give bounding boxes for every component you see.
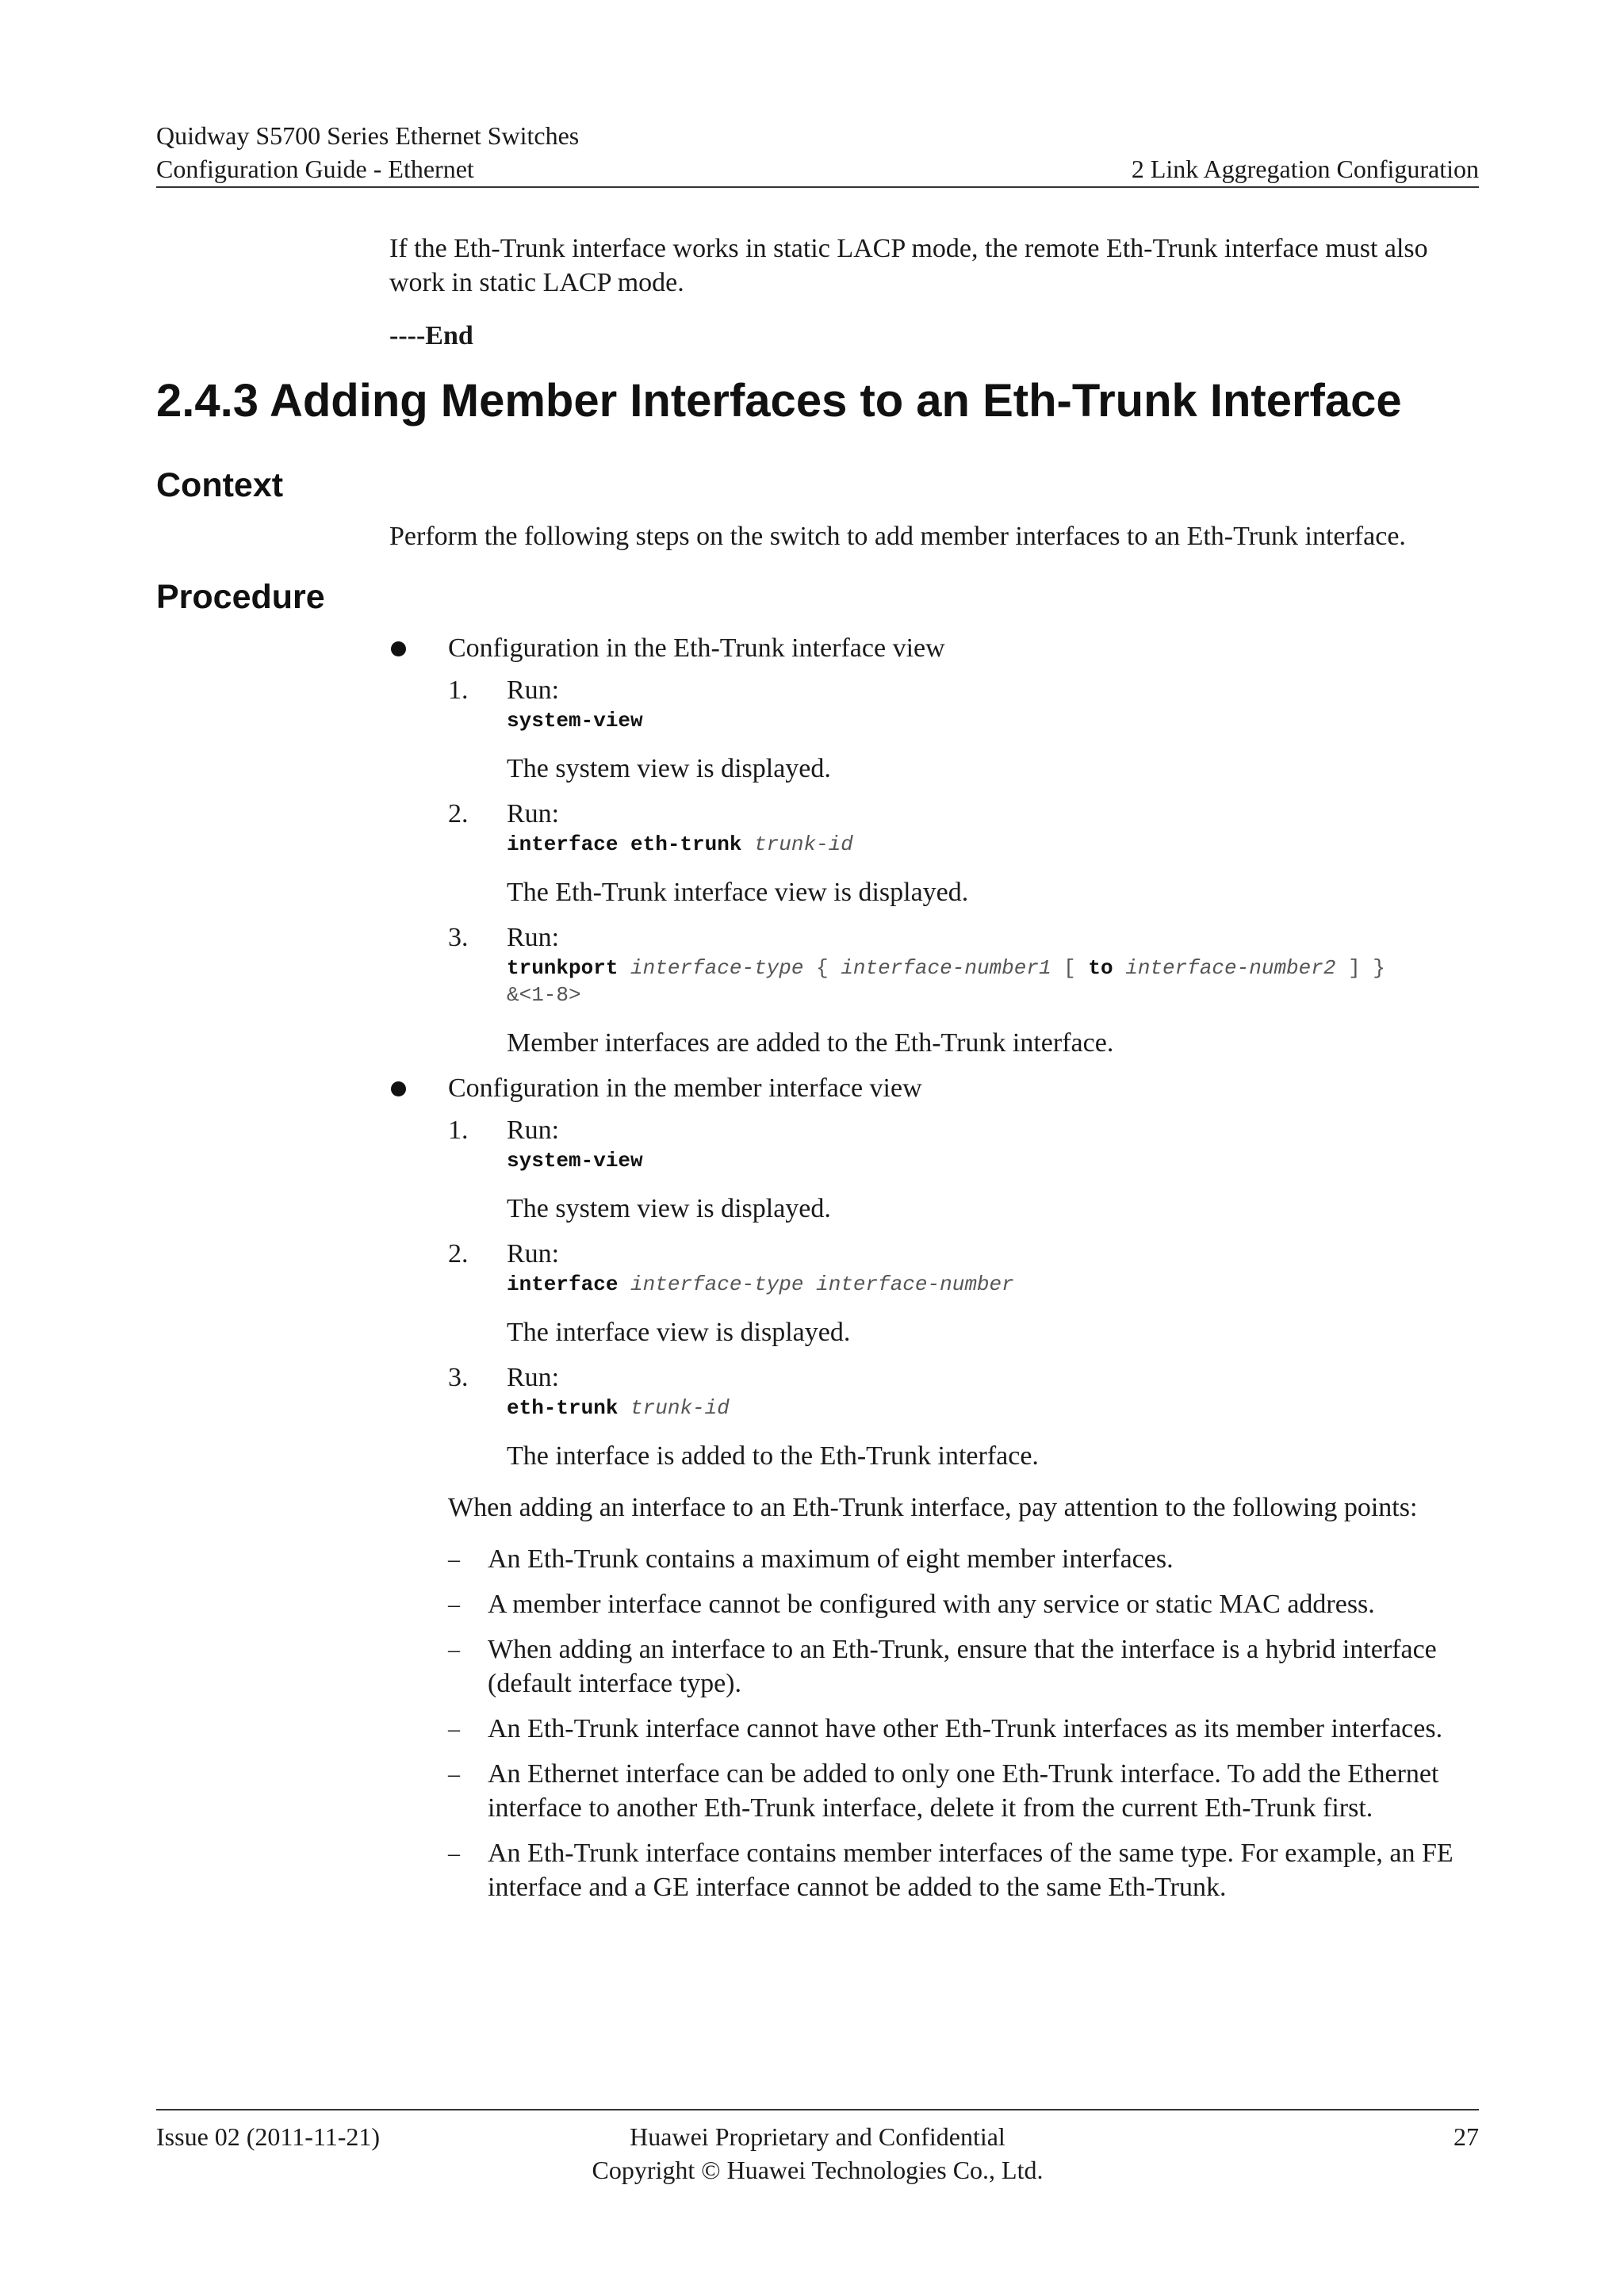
bullet-dot-icon [391, 641, 406, 656]
page-footer [156, 2109, 1479, 2187]
bullet-label: Configuration in the Eth-Trunk interface view [448, 633, 945, 663]
bullet-label: Configuration in the member interface view [448, 1073, 922, 1103]
command-keyword: interface eth-trunk [507, 832, 742, 856]
step-run: Run: [507, 1363, 560, 1392]
step-number: 3. [448, 923, 469, 952]
list-item-text: An Eth-Trunk interface contains member interfaces of the same type. For example, an FE interface and a GE interface cannot be added to the same Eth-Trunk. [488, 1839, 1454, 1902]
step-run: Run: [507, 799, 560, 828]
page-content [156, 232, 1479, 1915]
footer-issue: Issue 02 (2011-11-21) [156, 2122, 381, 2151]
intro-text: If the Eth-Trunk interface works in static LACP mode, the remote Eth-Trunk interface must also work in static LACP mode. [389, 234, 1428, 297]
step-description: The system view is displayed. [507, 754, 831, 783]
list-item-text: An Ethernet interface can be added to only one Eth-Trunk interface. To add the Ethernet interface to another Eth-Trunk interface, delete it from the current Eth-Trunk first. [488, 1759, 1439, 1823]
header-product: Quidway S5700 Series Ethernet Switches [156, 121, 580, 150]
list-item [389, 1542, 1479, 1576]
footer-proprietary: Huawei Proprietary and Confidential [630, 2122, 1005, 2151]
dash-marker: – [448, 1546, 460, 1572]
step-item [389, 673, 1479, 786]
dash-marker: – [448, 1716, 460, 1742]
step-run: Run: [507, 1239, 560, 1269]
command-argument: interface-number1 [841, 956, 1051, 980]
end-marker: ----End [389, 321, 473, 350]
footer-copyright: Copyright © Huawei Technologies Co., Ltd. [592, 2156, 1044, 2184]
step-item [389, 920, 1479, 1060]
context-text: Perform the following steps on the switch to add member interfaces to an Eth-Trunk interface. [389, 522, 1406, 551]
list-item [389, 1632, 1479, 1701]
list-item-text: A member interface cannot be configured with any service or static MAC address. [488, 1590, 1375, 1619]
list-item [389, 1712, 1479, 1746]
dash-marker: – [448, 1840, 460, 1866]
command-line [507, 1395, 1479, 1422]
list-item [389, 1757, 1479, 1825]
header-chapter: 2 Link Aggregation Configuration [1131, 155, 1479, 183]
step-run: Run: [507, 923, 560, 952]
command-brace: } [1373, 956, 1385, 980]
footer-page-number: 27 [1454, 2122, 1479, 2151]
step-description: The Eth-Trunk interface view is displayed. [507, 878, 969, 907]
step-description: The interface is added to the Eth-Trunk interface. [507, 1441, 1039, 1471]
command-range: &<1-8> [507, 983, 581, 1007]
step-description: Member interfaces are added to the Eth-Trunk interface. [507, 1028, 1114, 1058]
step-item [389, 1237, 1479, 1349]
command-keyword: trunkport [507, 956, 619, 980]
command-argument: interface-type [630, 956, 804, 980]
command-line [507, 707, 1479, 734]
command-argument: trunk-id [630, 1396, 730, 1420]
command-argument: trunk-id [754, 832, 853, 856]
step-run: Run: [507, 675, 560, 705]
command-keyword: eth-trunk [507, 1396, 619, 1420]
procedure-body [389, 631, 1479, 1904]
command-keyword: to [1088, 956, 1113, 980]
step-number: 2. [448, 799, 469, 828]
bullet-item [389, 1071, 1479, 1105]
header-guide: Configuration Guide - Ethernet [156, 155, 474, 183]
step-run: Run: [507, 1115, 560, 1145]
command-bracket: [ [1063, 956, 1076, 980]
command-brace: { [816, 956, 829, 980]
dash-marker: – [448, 1591, 460, 1617]
note-intro: When adding an interface to an Eth-Trunk interface, pay attention to the following points: [448, 1493, 1418, 1522]
dash-marker: – [448, 1636, 460, 1663]
command-line [507, 955, 1479, 1008]
page-header [156, 119, 1479, 186]
step-description: The system view is displayed. [507, 1194, 831, 1223]
step-number: 1. [448, 1115, 469, 1145]
command-line [507, 831, 1479, 858]
command-argument: interface-number2 [1125, 956, 1336, 980]
list-item-text: An Eth-Trunk interface cannot have other Eth-Trunk interfaces as its member interfaces. [488, 1714, 1443, 1743]
procedure-heading: Procedure [156, 578, 325, 616]
command-bracket: ] [1348, 956, 1361, 980]
list-item [389, 1836, 1479, 1904]
list-item-text: An Eth-Trunk contains a maximum of eight member interfaces. [488, 1544, 1174, 1574]
command-keyword: system-view [507, 1149, 643, 1173]
command-line [507, 1147, 1479, 1174]
command-keyword: system-view [507, 709, 643, 733]
step-item [389, 1360, 1479, 1473]
section-title: 2.4.3 Adding Member Interfaces to an Eth-Trunk Interface [156, 375, 1402, 427]
list-item-text: When adding an interface to an Eth-Trunk, ensure that the interface is a hybrid interface (default interface type). [488, 1635, 1437, 1698]
dash-marker: – [448, 1761, 460, 1787]
bullet-dot-icon [391, 1081, 406, 1096]
step-number: 2. [448, 1239, 469, 1269]
step-number: 1. [448, 675, 469, 705]
bullet-item [389, 631, 1479, 665]
step-item [389, 797, 1479, 909]
command-keyword: interface [507, 1272, 619, 1296]
step-item [389, 1113, 1479, 1226]
step-number: 3. [448, 1363, 469, 1392]
list-item [389, 1587, 1479, 1621]
step-description: The interface view is displayed. [507, 1318, 851, 1347]
context-heading: Context [156, 466, 284, 504]
command-line [507, 1271, 1479, 1298]
header-rule [156, 186, 1479, 188]
command-argument: interface-type interface-number [630, 1272, 1014, 1296]
